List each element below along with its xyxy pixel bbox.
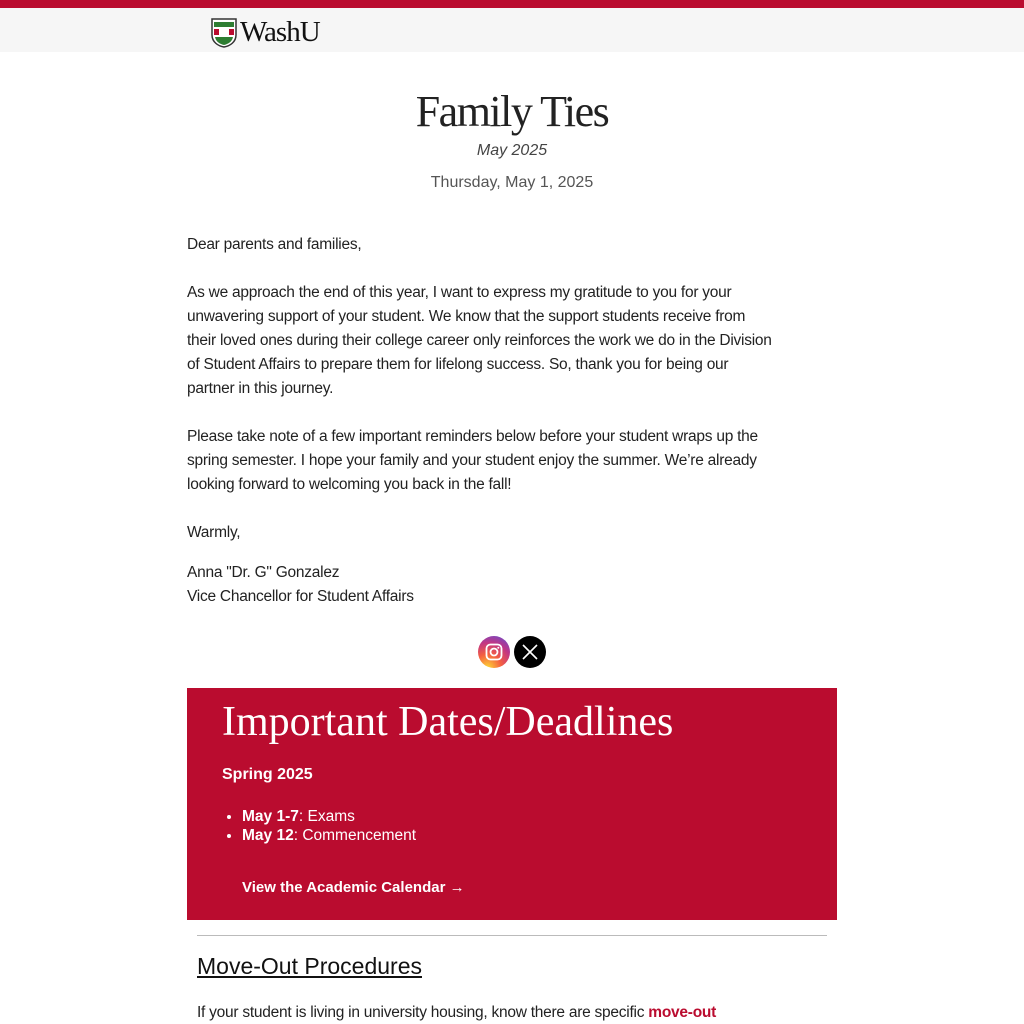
move-out-body: If your student is living in university housing, know there are specific [197, 1004, 649, 1021]
text-line: looking forward to welcoming you back in the fall! [187, 476, 512, 493]
text-line: Please take note of a few important reminders below before your student wraps up the [187, 428, 758, 445]
closing: Warmly, [187, 524, 241, 541]
section-divider [197, 935, 827, 936]
date-item [242, 826, 416, 845]
logo-text: WashU [240, 16, 320, 48]
header [0, 8, 1024, 52]
letter-body [187, 233, 837, 609]
signer-name: Anna "Dr. G" Gonzalez [187, 564, 340, 581]
text-line: partner in this journey. [187, 380, 334, 397]
x-twitter-icon[interactable] [514, 636, 546, 668]
important-dates-section [187, 688, 837, 920]
top-brand-bar [0, 0, 1024, 8]
signer-title: Vice Chancellor for Student Affairs [187, 588, 414, 605]
paragraph-1 [187, 281, 837, 401]
publish-date: Thursday, May 1, 2025 [430, 174, 594, 191]
paragraph-2 [187, 425, 837, 497]
dates-heading: Important Dates/Deadlines [222, 699, 674, 745]
academic-calendar-link[interactable]: View the Academic Calendar → [242, 879, 465, 896]
date-item [242, 807, 416, 826]
issue-label: May 2025 [476, 142, 548, 159]
date-value: May 12 [242, 827, 294, 844]
dates-list [242, 807, 416, 845]
term-label: Spring 2025 [222, 766, 313, 783]
text-line: of Student Affairs to prepare them for lifelong success. So, thank you for being our [187, 356, 729, 373]
date-label: : Exams [298, 808, 355, 825]
date-value: May 1-7 [242, 808, 299, 825]
date-label: : Commencement [293, 827, 417, 844]
shield-icon [211, 18, 237, 48]
text-line: their loved ones during their college career only reinforces the work we do in the Division [187, 332, 772, 349]
move-out-link[interactable]: move-out [648, 1004, 717, 1021]
social-links [478, 636, 546, 668]
move-out-heading[interactable]: Move-Out Procedures [197, 953, 422, 979]
instagram-icon[interactable] [478, 636, 510, 668]
text-line: unwavering support of your student. We know that the support students receive from [187, 308, 746, 325]
newsletter-title: Family Ties [415, 87, 609, 136]
text-line: As we approach the end of this year, I want to express my gratitude to you for your [187, 284, 732, 301]
text-line: spring semester. I hope your family and your student enjoy the summer. We’re already [187, 452, 757, 469]
greeting: Dear parents and families, [187, 236, 362, 253]
move-out-text [197, 1004, 716, 1022]
washu-logo[interactable] [211, 16, 320, 49]
